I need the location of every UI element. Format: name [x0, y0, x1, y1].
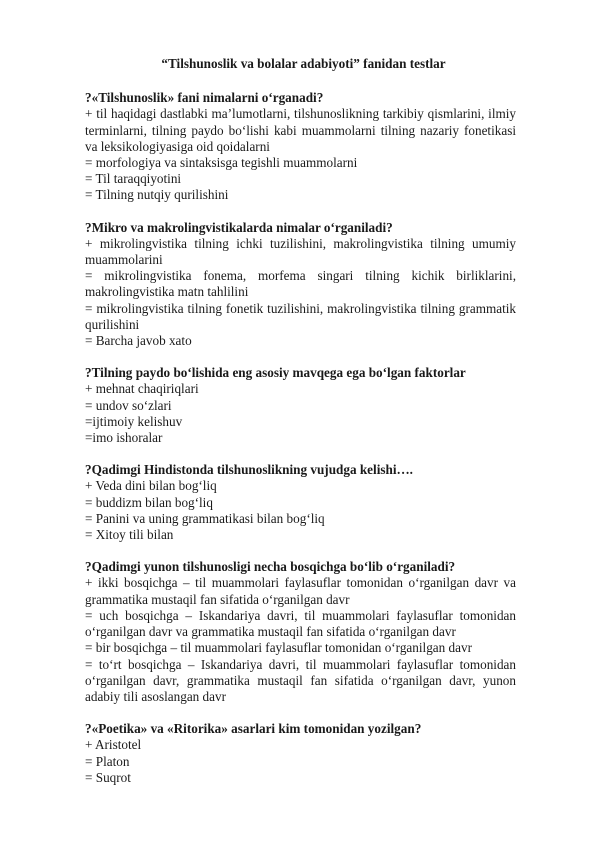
- answer-option: = Barcha javob xato: [85, 333, 192, 349]
- correct-answer-option: + mikrolingvistika tilning ichki tuzilishini, makrolingvistika tilning umumiy muammolarini: [85, 235, 516, 268]
- answer-option: = morfologiya va sintaksisga tegishli muammolarni: [85, 155, 358, 171]
- answer-option: = Platon: [85, 753, 130, 769]
- answer-option: =imo ishoralar: [85, 430, 163, 446]
- question-block: [85, 559, 516, 705]
- question-list: [85, 90, 516, 786]
- correct-answer-option: + Aristotel: [85, 737, 142, 753]
- question-text: ?Mikro va makrolingvistikalarda nimalar oʻrganiladi?: [85, 219, 393, 235]
- answer-option: = Suqrot: [85, 769, 131, 785]
- question-block: [85, 220, 516, 350]
- correct-answer-option: + til haqidagi dastlabki ma’lumotlarni, tilshunoslikning tarkibiy qismlarini, ilmiy terminlarni, tilning paydo boʻlishi kabi muammolarni tilning nazariy fonetikasi va leksikologiyasiga oid qoidalarni: [85, 106, 516, 154]
- answer-option: = toʻrt bosqichga – Iskandariya davri, til muammolari faylasuflar tomonidan oʻrganilgan davr, grammatika mustaqil fan sifatida oʻrganilgan davr, yunon adabiy tili asoslangan davr: [85, 656, 516, 704]
- answer-option: = uch bosqichga – Iskandariya davri, til muammolari faylasuflar tomonidan oʻrganilgan davr va grammatika mustaqil fan sifatida oʻrganilgan davr: [85, 607, 516, 640]
- answer-option: =ijtimoiy kelishuv: [85, 413, 183, 429]
- answer-option: = mikrolingvistika tilning fonetik tuzilishini, makrolingvistika tilning grammatik qurilishini: [85, 300, 516, 332]
- answer-option: = Xitoy tili bilan: [85, 527, 174, 543]
- answer-option: = bir bosqichga – til muammolari faylasuflar tomonidan oʻrganilgan davr: [85, 640, 472, 656]
- answer-option: = mikrolingvistika fonema, morfema singari tilning kichik birliklarini, makrolingvistika matn tahlilini: [85, 268, 516, 300]
- answer-option: = Panini va uning grammatikasi bilan bogʻliq: [85, 510, 325, 526]
- question-text: ?«Poetika» va «Ritorika» asarlari kim tomonidan yozilgan?: [85, 721, 422, 737]
- question-block: [85, 90, 516, 203]
- question-block: [85, 365, 516, 446]
- document-title: “Tilshunoslik va bolalar adabiyoti” fanidan testlar: [161, 56, 446, 71]
- correct-answer-option: + Veda dini bilan bogʻliq: [85, 478, 217, 494]
- answer-option: = buddizm bilan bogʻliq: [85, 494, 213, 510]
- question-block: [85, 721, 516, 786]
- question-text: ?«Tilshunoslik» fani nimalarni oʻrganadi?: [85, 90, 324, 106]
- question-text: ?Qadimgi Hindistonda tilshunoslikning vujudga kelishi….: [85, 462, 413, 478]
- correct-answer-option: + ikki bosqichga – til muammolari faylasuflar tomonidan oʻrganilgan davr va grammatika mustaqil fan sifatida oʻrganilgan davr: [85, 575, 516, 607]
- answer-option: = Tilning nutqiy qurilishini: [85, 187, 229, 203]
- correct-answer-option: + mehnat chaqiriqlari: [85, 381, 199, 397]
- answer-option: = undov soʻzlari: [85, 397, 172, 413]
- question-block: [85, 462, 516, 543]
- question-text: ?Qadimgi yunon tilshunosligi necha bosqichga boʻlib oʻrganiladi?: [85, 559, 456, 575]
- question-text: ?Tilning paydo boʻlishida eng asosiy mavqega ega boʻlgan faktorlar: [85, 365, 466, 381]
- answer-option: = Til taraqqiyotini: [85, 171, 182, 187]
